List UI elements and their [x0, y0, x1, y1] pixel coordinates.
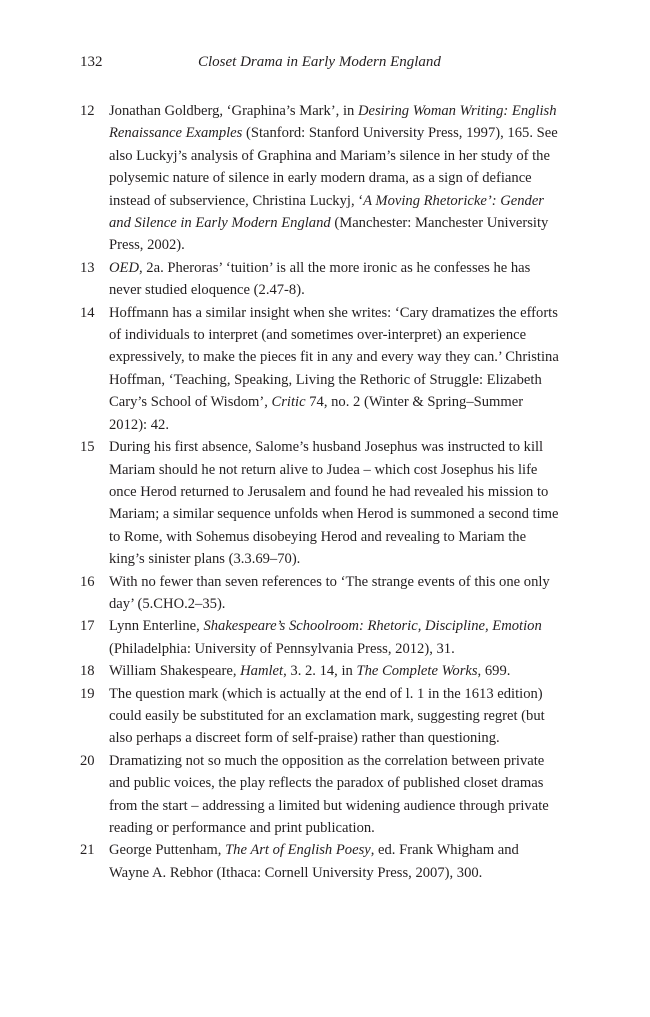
endnotes-list	[80, 100, 562, 884]
page-header	[80, 50, 560, 74]
endnote-number: 19	[80, 685, 95, 702]
endnote-text	[109, 302, 562, 436]
running-title: Closet Drama in Early Modern England	[198, 54, 441, 70]
endnote	[80, 615, 562, 660]
endnote-number: 15	[80, 439, 95, 456]
endnote-italic-text: Desiring Woman Writing: English Renaissance Examples	[109, 103, 557, 142]
endnote-italic-text: Hamlet	[240, 663, 284, 680]
endnote-italic-text: Shakespeare’s Schoolroom: Rhetoric, Discipline, Emotion	[203, 618, 542, 635]
endnote-text	[109, 571, 562, 616]
endnote-text-segment: (Stanford: Stanford University Press, 1997), 165. See also Luckyj’s analysis of Graphina and Mariam’s silence in her study of the polysemic nature of silence in early modern drama, as a sign of defiance instead of subservience, Christina Luckyj, ‘	[109, 125, 558, 209]
endnote-text	[109, 615, 562, 660]
endnote-italic-text: Critic	[271, 394, 306, 411]
page-number: 132	[80, 54, 103, 70]
endnote	[80, 100, 562, 257]
endnote-text	[109, 257, 562, 302]
endnote-text-segment: , 2a. Pheroras’ ‘tuition’ is all the more ironic as he confesses he has never studied eloquence (2.47-8).	[109, 259, 531, 299]
endnote-number: 20	[80, 752, 95, 769]
endnote-text	[109, 750, 562, 840]
endnote-text	[109, 683, 562, 750]
endnote-text-segment: , ed. Frank Whigham and Wayne A. Rebhor (Ithaca: Cornell University Press, 2007), 300.	[109, 842, 519, 881]
endnote-text-segment: George Puttenham,	[109, 842, 226, 859]
endnote-text-segment: During his first absence, Salome’s husband Josephus was instructed to kill Mariam should he not return alive to Judea – which cost Josephus his life once Herod returned to Jerusalem and found he had revealed his mission to Mariam; a similar sequence unfolds when Herod is summoned a second time to Rome, with Sohemus disobeying Herod and revealing to Mariam the king’s sinister plans (3.3.69–70).	[109, 439, 559, 568]
endnote-text-segment: The question mark (which is actually at the end of l. 1 in the 1613 edition) could easily be substituted for an exclamation mark, suggesting regret (but also perhaps a discreet form of self-praise) rather than questioning.	[109, 685, 545, 747]
endnote-text-segment: (Manchester: Manchester University Press, 2002).	[109, 215, 549, 254]
endnote-text-segment: Dramatizing not so much the opposition as the correlation between private and public voices, the play reflects the paradox of published closet dramas from the start – addressing a limited but widening audience through private reading or performance and print publication.	[109, 752, 549, 836]
endnote-text-segment: With no fewer than seven references to ‘The strange events of this one only day’ (5.CHO.2–35).	[109, 573, 550, 612]
endnote	[80, 660, 562, 682]
endnote-number: 16	[80, 573, 95, 590]
endnote-text-segment: (Philadelphia: University of Pennsylvania Press, 2012), 31.	[109, 640, 455, 657]
endnote-number: 14	[80, 304, 95, 321]
endnote	[80, 683, 562, 750]
endnote-italic-text: A Moving Rhetoricke’: Gender and Silence in Early Modern England	[109, 192, 544, 232]
endnote-text	[109, 660, 562, 682]
endnote-text-segment: , 699.	[477, 663, 511, 680]
endnote-text-segment: Hoffmann has a similar insight when she writes: ‘Cary dramatizes the efforts of individuals to interpret (and sometimes over-interpret) an experience expressively, to make the pieces fit in any and every way they can.’ Christina Hoffman, ‘Teaching, Speaking, Living the Rethoric of Struggle: Elizabeth Cary’s School of Wisdom’,	[109, 304, 559, 411]
endnote-italic-text: The Complete Works	[356, 663, 478, 680]
endnote-italic-text: OED	[109, 259, 139, 276]
endnote	[80, 302, 562, 436]
endnote-text-segment: William Shakespeare,	[109, 663, 241, 680]
endnote-number: 12	[80, 103, 95, 119]
endnote-number: 13	[80, 259, 95, 276]
endnote	[80, 436, 562, 570]
endnote-text-segment: Lynn Enterline,	[109, 618, 204, 635]
endnote-italic-text: The Art of English Poesy	[225, 842, 371, 859]
endnote-text	[109, 436, 562, 570]
endnote-text-segment: Jonathan Goldberg, ‘Graphina’s Mark’, in	[109, 103, 358, 119]
endnote-number: 21	[80, 842, 95, 859]
endnote	[80, 257, 562, 302]
endnote-text-segment: 74, no. 2 (Winter & Spring–Summer 2012): 42.	[109, 394, 524, 433]
endnote-number: 17	[80, 618, 95, 635]
endnote-text	[109, 839, 562, 884]
endnote	[80, 839, 562, 884]
endnote-text-segment: , 3. 2. 14, in	[283, 663, 357, 680]
endnote-number: 18	[80, 663, 95, 680]
endnote	[80, 750, 562, 840]
endnote	[80, 571, 562, 616]
endnote-text	[109, 100, 562, 257]
